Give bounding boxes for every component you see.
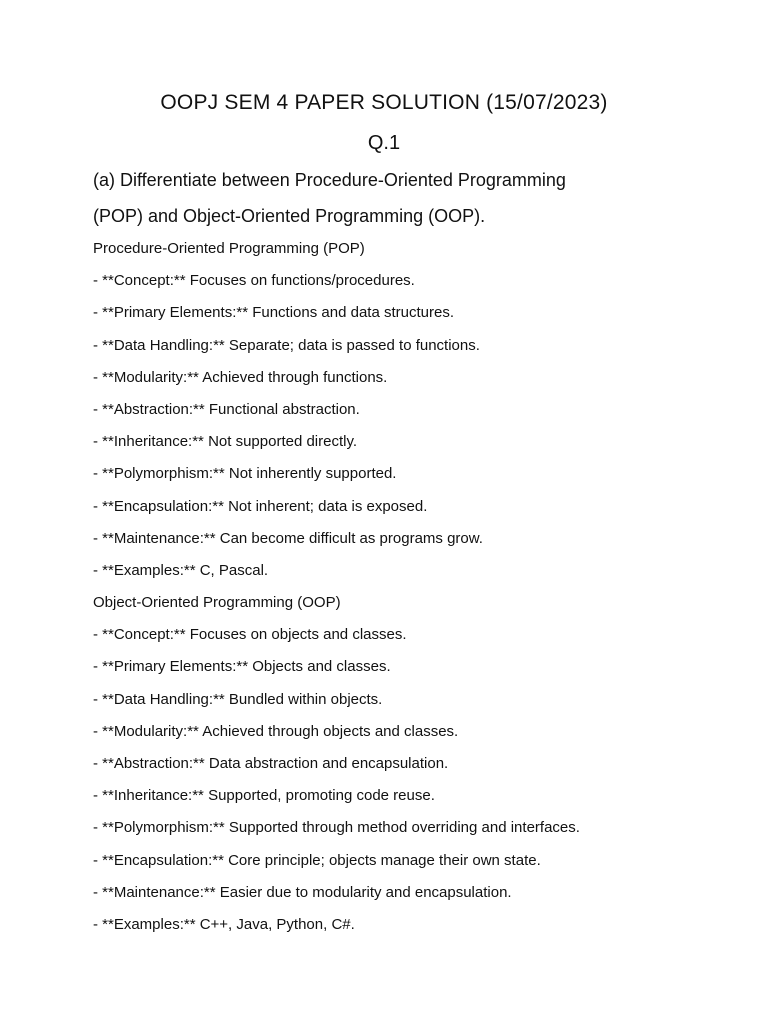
oop-item-primary-elements: - **Primary Elements:** Objects and classes. — [93, 658, 391, 676]
pop-item-primary-elements: - **Primary Elements:** Functions and data structures. — [93, 304, 454, 322]
oop-section — [93, 592, 733, 946]
pop-section — [93, 238, 733, 592]
oop-item-inheritance: - **Inheritance:** Supported, promoting code reuse. — [93, 787, 435, 805]
question-number: Q.1 — [367, 132, 401, 154]
question-text-line-1: (a) Differentiate between Procedure-Oriented Programming — [93, 170, 566, 190]
pop-item-encapsulation: - **Encapsulation:** Not inherent; data is exposed. — [93, 497, 428, 515]
pop-item-concept: - **Concept:** Focuses on functions/procedures. — [93, 272, 415, 290]
pop-heading: Procedure-Oriented Programming (POP) — [93, 240, 365, 257]
oop-item-modularity: - **Modularity:** Achieved through objects and classes. — [93, 722, 459, 740]
document-title: OOPJ SEM 4 PAPER SOLUTION (15/07/2023) — [160, 91, 608, 114]
oop-item-concept: - **Concept:** Focuses on objects and classes. — [93, 626, 407, 644]
pop-item-polymorphism: - **Polymorphism:** Not inherently supported. — [93, 465, 397, 483]
oop-item-examples: - **Examples:** C++, Java, Python, C#. — [93, 915, 355, 933]
pop-item-inheritance: - **Inheritance:** Not supported directly. — [93, 433, 358, 451]
pop-item-abstraction: - **Abstraction:** Functional abstraction. — [93, 400, 360, 418]
pop-item-maintenance: - **Maintenance:** Can become difficult as programs grow. — [93, 529, 483, 547]
oop-item-polymorphism: - **Polymorphism:** Supported through method overriding and interfaces. — [93, 819, 580, 837]
oop-item-encapsulation: - **Encapsulation:** Core principle; objects manage their own state. — [93, 851, 541, 869]
oop-item-abstraction: - **Abstraction:** Data abstraction and encapsulation. — [93, 754, 449, 772]
pop-item-modularity: - **Modularity:** Achieved through functions. — [93, 368, 388, 386]
oop-item-data-handling: - **Data Handling:** Bundled within objects. — [93, 690, 383, 708]
oop-heading: Object-Oriented Programming (OOP) — [93, 594, 341, 611]
oop-item-maintenance: - **Maintenance:** Easier due to modularity and encapsulation. — [93, 883, 512, 901]
question-text-line-2: (POP) and Object-Oriented Programming (OOP). — [93, 206, 486, 226]
pop-item-examples: - **Examples:** C, Pascal. — [93, 561, 269, 579]
pop-item-data-handling: - **Data Handling:** Separate; data is passed to functions. — [93, 336, 480, 354]
